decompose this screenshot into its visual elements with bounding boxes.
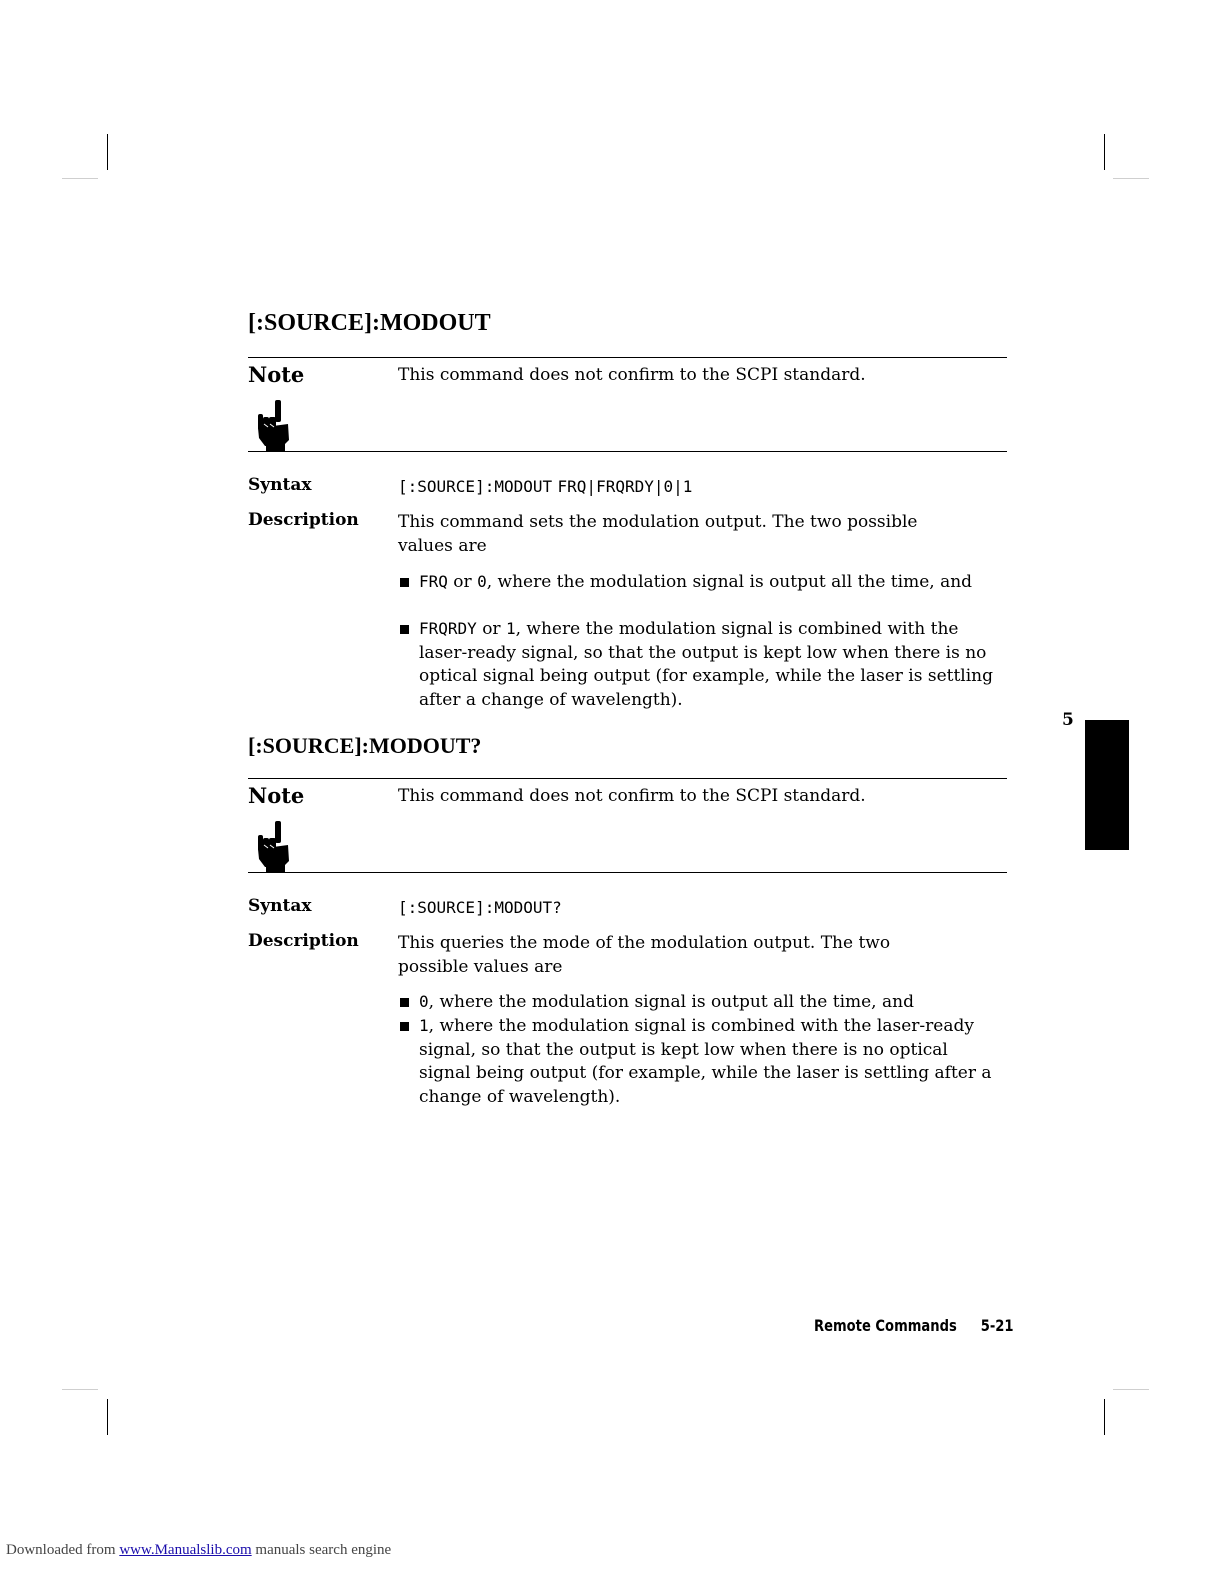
list-item: FRQRDY or 1, where the modulation signal is combined with the laser-ready signal, so that the output is kept low when there is no optical signal being output (for example, while the laser is settling after a change of wavelength).	[398, 617, 998, 712]
crop-mark	[1113, 178, 1149, 179]
syntax-label: Syntax	[248, 896, 312, 916]
note-bottom-rule	[248, 872, 1007, 873]
note-label: Note	[248, 783, 305, 808]
pointing-hand-icon	[255, 821, 291, 873]
syntax-line	[398, 475, 998, 499]
pointing-hand-icon	[255, 400, 291, 452]
syntax-command: [:SOURCE]:MODOUT?	[398, 898, 562, 917]
description-text: This command sets the modulation output. The two possible values are	[398, 512, 918, 556]
bullet-icon	[400, 625, 409, 634]
page-footer	[814, 1316, 1014, 1335]
bullet-icon	[400, 1022, 409, 1031]
bullet-icon	[400, 998, 409, 1007]
crop-mark	[1104, 1399, 1105, 1435]
description-label: Description	[248, 931, 359, 951]
crop-mark	[1113, 1389, 1149, 1390]
download-notice: Downloaded from www.Manualslib.com manuals search engine	[6, 1542, 392, 1558]
chapter-tab-number: 5	[1062, 710, 1074, 730]
section-heading: [:SOURCE]:MODOUT	[248, 310, 491, 336]
note-top-rule	[248, 357, 1007, 358]
crop-mark	[107, 1399, 108, 1435]
note-bottom-rule	[248, 451, 1007, 452]
note-text: This command does not confirm to the SCPI standard.	[398, 365, 866, 385]
page-number: 5-21	[980, 1316, 1014, 1335]
list-item: FRQ or 0, where the modulation signal is output all the time, and	[398, 570, 998, 595]
manualslib-link[interactable]: www.Manualslib.com	[119, 1542, 252, 1558]
footer-section: Remote Commands	[814, 1316, 957, 1335]
list-item: 0, where the modulation signal is output all the time, and	[398, 990, 998, 1015]
description-text: This queries the mode of the modulation output. The two possible values are	[398, 933, 891, 977]
description-label: Description	[248, 510, 359, 530]
crop-mark	[107, 134, 108, 170]
crop-mark	[62, 1389, 98, 1390]
crop-mark	[1104, 134, 1105, 170]
section-heading: [:SOURCE]:MODOUT?	[248, 733, 482, 758]
syntax-label: Syntax	[248, 475, 312, 495]
note-top-rule	[248, 778, 1007, 779]
list-item: 1, where the modulation signal is combined with the laser-ready signal, so that the output is kept low when there is no optical signal being output (for example, while the laser is settling after a change of wavelength).	[398, 1014, 998, 1109]
syntax-arguments: FRQ|FRQRDY|0|1	[557, 477, 693, 496]
note-text: This command does not confirm to the SCPI standard.	[398, 786, 866, 806]
note-label: Note	[248, 362, 305, 387]
chapter-tab-marker	[1085, 720, 1129, 850]
syntax-command: [:SOURCE]:MODOUT	[398, 477, 553, 496]
bullet-icon	[400, 578, 409, 587]
syntax-line	[398, 896, 998, 920]
crop-mark	[62, 178, 98, 179]
